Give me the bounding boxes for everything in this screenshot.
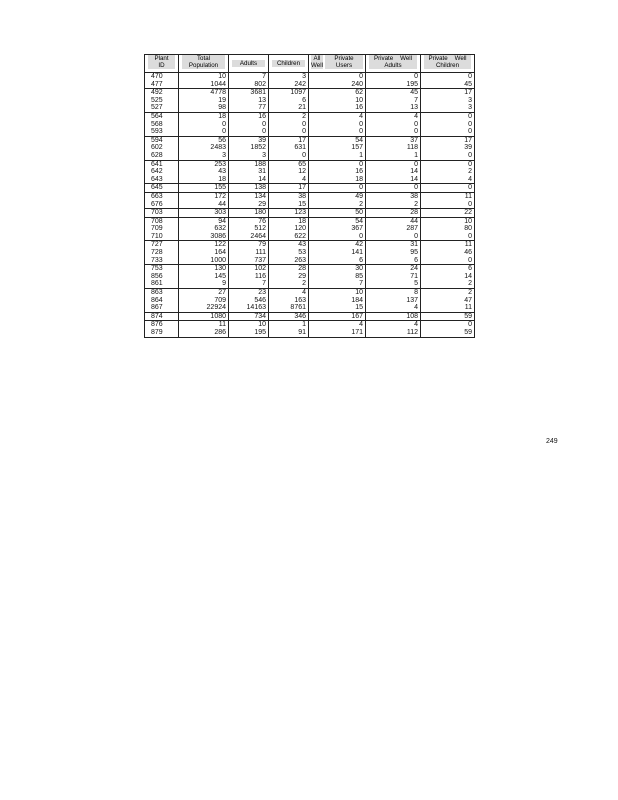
cell-private-well-adults: 0 bbox=[366, 121, 421, 129]
cell-children: 120 bbox=[269, 225, 309, 233]
table-row bbox=[145, 184, 475, 193]
table-body bbox=[145, 73, 475, 338]
cell-plant-id: 642 bbox=[145, 168, 179, 176]
cell-children: 1097 bbox=[269, 89, 309, 97]
cell-private-well-children: 0 bbox=[421, 184, 475, 193]
plant-population-table bbox=[144, 54, 475, 338]
cell-private-well-adults: 4 bbox=[366, 321, 421, 329]
cell-private-users: 7 bbox=[309, 280, 366, 288]
cell-private-users: 85 bbox=[309, 273, 366, 281]
table-row bbox=[145, 209, 475, 218]
cell-plant-id: 710 bbox=[145, 233, 179, 241]
cell-total-population: 130 bbox=[179, 265, 229, 273]
cell-private-users: 10 bbox=[309, 289, 366, 297]
cell-private-well-adults: 45 bbox=[366, 89, 421, 97]
header-private-well-children bbox=[421, 55, 475, 73]
cell-private-users: 54 bbox=[309, 136, 366, 144]
cell-private-users: 0 bbox=[309, 184, 366, 193]
cell-children: 21 bbox=[269, 104, 309, 112]
cell-children: 1 bbox=[269, 321, 309, 329]
table-row bbox=[145, 192, 475, 200]
cell-private-users: 50 bbox=[309, 209, 366, 218]
cell-children: 0 bbox=[269, 152, 309, 160]
cell-children: 18 bbox=[269, 217, 309, 225]
cell-adults: 180 bbox=[229, 209, 269, 218]
cell-private-well-children: 46 bbox=[421, 249, 475, 257]
cell-private-users: 0 bbox=[309, 160, 366, 168]
header-adults-label: Adults bbox=[239, 60, 258, 67]
cell-children: 0 bbox=[269, 121, 309, 129]
table-row bbox=[145, 304, 475, 312]
cell-private-users: 30 bbox=[309, 265, 366, 273]
cell-plant-id: 856 bbox=[145, 273, 179, 281]
cell-adults: 195 bbox=[229, 329, 269, 337]
cell-private-well-adults: 95 bbox=[366, 249, 421, 257]
cell-adults: 3 bbox=[229, 152, 269, 160]
cell-private-well-children: 80 bbox=[421, 225, 475, 233]
table-row bbox=[145, 329, 475, 337]
cell-adults: 734 bbox=[229, 312, 269, 321]
cell-total-population: 164 bbox=[179, 249, 229, 257]
table-row bbox=[145, 136, 475, 144]
cell-adults: 14 bbox=[229, 176, 269, 184]
cell-plant-id: 676 bbox=[145, 201, 179, 209]
cell-adults: 0 bbox=[229, 121, 269, 129]
cell-private-users: 18 bbox=[309, 176, 366, 184]
cell-private-users: 10 bbox=[309, 97, 366, 105]
data-table-container bbox=[144, 54, 474, 338]
cell-private-well-adults: 14 bbox=[366, 168, 421, 176]
cell-private-well-adults: 195 bbox=[366, 81, 421, 89]
cell-private-well-adults: 287 bbox=[366, 225, 421, 233]
table-row bbox=[145, 97, 475, 105]
table-row bbox=[145, 217, 475, 225]
table-row bbox=[145, 81, 475, 89]
cell-private-well-adults: 137 bbox=[366, 297, 421, 305]
table-row bbox=[145, 225, 475, 233]
cell-private-well-adults: 7 bbox=[366, 97, 421, 105]
cell-private-well-children: 14 bbox=[421, 273, 475, 281]
cell-total-population: 155 bbox=[179, 184, 229, 193]
cell-private-well-adults: 0 bbox=[366, 184, 421, 193]
cell-private-users: 141 bbox=[309, 249, 366, 257]
cell-total-population: 0 bbox=[179, 121, 229, 129]
header-total-population-line2: Population bbox=[188, 62, 219, 69]
cell-total-population: 145 bbox=[179, 273, 229, 281]
cell-children: 346 bbox=[269, 312, 309, 321]
cell-plant-id: 525 bbox=[145, 97, 179, 105]
cell-plant-id: 867 bbox=[145, 304, 179, 312]
cell-children: 15 bbox=[269, 201, 309, 209]
cell-private-users: 240 bbox=[309, 81, 366, 89]
cell-plant-id: 641 bbox=[145, 160, 179, 168]
cell-children: 4 bbox=[269, 289, 309, 297]
header-all-well-line2: Well bbox=[311, 62, 323, 69]
cell-adults: 0 bbox=[229, 128, 269, 136]
table-row bbox=[145, 104, 475, 112]
cell-total-population: 44 bbox=[179, 201, 229, 209]
cell-total-population: 43 bbox=[179, 168, 229, 176]
table-row bbox=[145, 241, 475, 249]
cell-total-population: 122 bbox=[179, 241, 229, 249]
cell-adults: 134 bbox=[229, 192, 269, 200]
table-row bbox=[145, 121, 475, 129]
table-row bbox=[145, 233, 475, 241]
cell-total-population: 11 bbox=[179, 321, 229, 329]
cell-plant-id: 728 bbox=[145, 249, 179, 257]
cell-total-population: 3086 bbox=[179, 233, 229, 241]
cell-private-well-children: 0 bbox=[421, 233, 475, 241]
cell-total-population: 303 bbox=[179, 209, 229, 218]
table-row bbox=[145, 273, 475, 281]
cell-private-well-adults: 4 bbox=[366, 304, 421, 312]
cell-children: 631 bbox=[269, 144, 309, 152]
table-row bbox=[145, 321, 475, 329]
cell-private-well-children: 6 bbox=[421, 265, 475, 273]
cell-private-users: 15 bbox=[309, 304, 366, 312]
table-row bbox=[145, 176, 475, 184]
cell-adults: 2464 bbox=[229, 233, 269, 241]
cell-private-well-children: 39 bbox=[421, 144, 475, 152]
cell-adults: 138 bbox=[229, 184, 269, 193]
cell-adults: 546 bbox=[229, 297, 269, 305]
cell-private-well-adults: 71 bbox=[366, 273, 421, 281]
cell-private-well-adults: 0 bbox=[366, 128, 421, 136]
table-row bbox=[145, 289, 475, 297]
cell-plant-id: 628 bbox=[145, 152, 179, 160]
cell-children: 28 bbox=[269, 265, 309, 273]
cell-children: 43 bbox=[269, 241, 309, 249]
cell-private-well-adults: 14 bbox=[366, 176, 421, 184]
header-row bbox=[145, 55, 475, 73]
table-row bbox=[145, 297, 475, 305]
header-plant-id-line2: ID bbox=[158, 62, 165, 69]
cell-private-users: 2 bbox=[309, 201, 366, 209]
header-children bbox=[269, 55, 309, 73]
cell-adults: 512 bbox=[229, 225, 269, 233]
cell-private-users: 16 bbox=[309, 168, 366, 176]
cell-private-well-children: 0 bbox=[421, 257, 475, 265]
cell-private-well-adults: 44 bbox=[366, 217, 421, 225]
cell-adults: 76 bbox=[229, 217, 269, 225]
header-plant-id-line1: Plant bbox=[154, 55, 169, 62]
cell-private-users: 4 bbox=[309, 112, 366, 120]
header-private-well-children-word3: Children bbox=[435, 62, 460, 69]
cell-children: 8761 bbox=[269, 304, 309, 312]
cell-adults: 111 bbox=[229, 249, 269, 257]
cell-children: 3 bbox=[269, 73, 309, 81]
cell-adults: 79 bbox=[229, 241, 269, 249]
cell-adults: 1852 bbox=[229, 144, 269, 152]
cell-private-well-adults: 2 bbox=[366, 201, 421, 209]
cell-private-well-adults: 28 bbox=[366, 209, 421, 218]
cell-plant-id: 874 bbox=[145, 312, 179, 321]
cell-plant-id: 663 bbox=[145, 192, 179, 200]
cell-total-population: 0 bbox=[179, 128, 229, 136]
cell-adults: 39 bbox=[229, 136, 269, 144]
cell-plant-id: 593 bbox=[145, 128, 179, 136]
cell-plant-id: 594 bbox=[145, 136, 179, 144]
header-private-well-adults bbox=[366, 55, 421, 73]
cell-children: 53 bbox=[269, 249, 309, 257]
cell-plant-id: 709 bbox=[145, 225, 179, 233]
cell-private-well-adults: 6 bbox=[366, 257, 421, 265]
table-row bbox=[145, 128, 475, 136]
header-private-well-adults-word2: Well bbox=[400, 55, 413, 62]
cell-total-population: 9 bbox=[179, 280, 229, 288]
cell-private-users: 54 bbox=[309, 217, 366, 225]
cell-private-well-children: 0 bbox=[421, 160, 475, 168]
cell-adults: 802 bbox=[229, 81, 269, 89]
cell-private-users: 42 bbox=[309, 241, 366, 249]
cell-plant-id: 470 bbox=[145, 73, 179, 81]
cell-total-population: 19 bbox=[179, 97, 229, 105]
cell-children: 0 bbox=[269, 128, 309, 136]
cell-plant-id: 477 bbox=[145, 81, 179, 89]
cell-plant-id: 861 bbox=[145, 280, 179, 288]
cell-children: 17 bbox=[269, 184, 309, 193]
cell-total-population: 253 bbox=[179, 160, 229, 168]
table-row bbox=[145, 249, 475, 257]
cell-private-users: 49 bbox=[309, 192, 366, 200]
cell-private-well-children: 11 bbox=[421, 241, 475, 249]
cell-plant-id: 492 bbox=[145, 89, 179, 97]
cell-private-well-children: 2 bbox=[421, 280, 475, 288]
cell-private-well-adults: 38 bbox=[366, 192, 421, 200]
cell-children: 91 bbox=[269, 329, 309, 337]
table-row bbox=[145, 152, 475, 160]
cell-adults: 16 bbox=[229, 112, 269, 120]
cell-private-well-adults: 0 bbox=[366, 73, 421, 81]
cell-plant-id: 753 bbox=[145, 265, 179, 273]
cell-total-population: 18 bbox=[179, 176, 229, 184]
cell-children: 6 bbox=[269, 97, 309, 105]
cell-private-well-adults: 24 bbox=[366, 265, 421, 273]
cell-plant-id: 645 bbox=[145, 184, 179, 193]
cell-private-well-adults: 4 bbox=[366, 112, 421, 120]
cell-private-well-adults: 1 bbox=[366, 152, 421, 160]
header-private-well-children-word2: Well bbox=[454, 55, 467, 62]
cell-children: 622 bbox=[269, 233, 309, 241]
header-adults bbox=[229, 55, 269, 73]
header-total-population-line1: Total bbox=[196, 55, 211, 62]
cell-adults: 77 bbox=[229, 104, 269, 112]
cell-private-well-children: 10 bbox=[421, 217, 475, 225]
cell-plant-id: 727 bbox=[145, 241, 179, 249]
cell-plant-id: 879 bbox=[145, 329, 179, 337]
cell-private-well-adults: 118 bbox=[366, 144, 421, 152]
cell-adults: 10 bbox=[229, 321, 269, 329]
cell-children: 29 bbox=[269, 273, 309, 281]
cell-private-well-children: 11 bbox=[421, 304, 475, 312]
header-private-users-line2: Users bbox=[335, 62, 353, 69]
cell-private-well-children: 3 bbox=[421, 97, 475, 105]
cell-total-population: 10 bbox=[179, 73, 229, 81]
cell-children: 263 bbox=[269, 257, 309, 265]
cell-children: 38 bbox=[269, 192, 309, 200]
cell-private-well-children: 11 bbox=[421, 192, 475, 200]
cell-plant-id: 876 bbox=[145, 321, 179, 329]
table-row bbox=[145, 312, 475, 321]
cell-private-well-children: 2 bbox=[421, 289, 475, 297]
cell-private-well-children: 59 bbox=[421, 312, 475, 321]
header-all-well-line1: All bbox=[313, 55, 321, 62]
cell-adults: 31 bbox=[229, 168, 269, 176]
cell-total-population: 1044 bbox=[179, 81, 229, 89]
cell-adults: 7 bbox=[229, 73, 269, 81]
cell-children: 12 bbox=[269, 168, 309, 176]
cell-children: 65 bbox=[269, 160, 309, 168]
cell-total-population: 18 bbox=[179, 112, 229, 120]
cell-private-well-children: 17 bbox=[421, 89, 475, 97]
cell-adults: 116 bbox=[229, 273, 269, 281]
cell-plant-id: 527 bbox=[145, 104, 179, 112]
cell-adults: 3681 bbox=[229, 89, 269, 97]
cell-private-well-adults: 108 bbox=[366, 312, 421, 321]
cell-plant-id: 568 bbox=[145, 121, 179, 129]
cell-private-well-children: 17 bbox=[421, 136, 475, 144]
cell-children: 17 bbox=[269, 136, 309, 144]
cell-children: 163 bbox=[269, 297, 309, 305]
cell-adults: 13 bbox=[229, 97, 269, 105]
cell-private-users: 157 bbox=[309, 144, 366, 152]
table-row bbox=[145, 201, 475, 209]
cell-total-population: 1000 bbox=[179, 257, 229, 265]
header-private-users-line1: Private bbox=[334, 55, 354, 62]
cell-total-population: 172 bbox=[179, 192, 229, 200]
cell-private-well-children: 0 bbox=[421, 128, 475, 136]
table-row bbox=[145, 257, 475, 265]
cell-private-well-adults: 0 bbox=[366, 160, 421, 168]
cell-private-users: 16 bbox=[309, 104, 366, 112]
cell-adults: 29 bbox=[229, 201, 269, 209]
table-row bbox=[145, 265, 475, 273]
table-row bbox=[145, 280, 475, 288]
table-row bbox=[145, 89, 475, 97]
cell-private-well-children: 2 bbox=[421, 168, 475, 176]
cell-total-population: 4778 bbox=[179, 89, 229, 97]
cell-private-well-children: 0 bbox=[421, 121, 475, 129]
cell-plant-id: 643 bbox=[145, 176, 179, 184]
cell-private-users: 0 bbox=[309, 128, 366, 136]
cell-children: 2 bbox=[269, 280, 309, 288]
header-private-well-children-word1: Private bbox=[428, 55, 448, 62]
cell-total-population: 632 bbox=[179, 225, 229, 233]
cell-plant-id: 733 bbox=[145, 257, 179, 265]
cell-total-population: 709 bbox=[179, 297, 229, 305]
table-row bbox=[145, 168, 475, 176]
cell-private-users: 0 bbox=[309, 233, 366, 241]
cell-adults: 7 bbox=[229, 280, 269, 288]
cell-plant-id: 864 bbox=[145, 297, 179, 305]
cell-plant-id: 703 bbox=[145, 209, 179, 218]
cell-private-users: 62 bbox=[309, 89, 366, 97]
header-private-well-adults-word3: Adults bbox=[384, 62, 402, 69]
cell-private-well-children: 0 bbox=[421, 321, 475, 329]
cell-private-well-children: 45 bbox=[421, 81, 475, 89]
cell-children: 4 bbox=[269, 176, 309, 184]
cell-private-well-adults: 5 bbox=[366, 280, 421, 288]
cell-private-users: 367 bbox=[309, 225, 366, 233]
cell-private-well-adults: 8 bbox=[366, 289, 421, 297]
cell-private-well-children: 59 bbox=[421, 329, 475, 337]
cell-adults: 14163 bbox=[229, 304, 269, 312]
cell-private-well-children: 22 bbox=[421, 209, 475, 218]
cell-children: 123 bbox=[269, 209, 309, 218]
cell-total-population: 286 bbox=[179, 329, 229, 337]
table-row bbox=[145, 144, 475, 152]
cell-total-population: 98 bbox=[179, 104, 229, 112]
cell-children: 2 bbox=[269, 112, 309, 120]
cell-total-population: 27 bbox=[179, 289, 229, 297]
header-children-label: Children bbox=[276, 60, 301, 67]
cell-private-well-children: 0 bbox=[421, 152, 475, 160]
cell-private-users: 171 bbox=[309, 329, 366, 337]
cell-private-well-children: 0 bbox=[421, 201, 475, 209]
cell-private-well-children: 47 bbox=[421, 297, 475, 305]
cell-private-well-children: 0 bbox=[421, 112, 475, 120]
cell-adults: 102 bbox=[229, 265, 269, 273]
cell-private-well-adults: 31 bbox=[366, 241, 421, 249]
page-number: 249 bbox=[546, 438, 558, 445]
cell-adults: 737 bbox=[229, 257, 269, 265]
cell-plant-id: 708 bbox=[145, 217, 179, 225]
cell-total-population: 94 bbox=[179, 217, 229, 225]
cell-private-well-adults: 13 bbox=[366, 104, 421, 112]
cell-private-users: 0 bbox=[309, 121, 366, 129]
cell-plant-id: 602 bbox=[145, 144, 179, 152]
cell-plant-id: 564 bbox=[145, 112, 179, 120]
cell-private-users: 6 bbox=[309, 257, 366, 265]
cell-private-well-adults: 37 bbox=[366, 136, 421, 144]
header-all-well-private-users bbox=[309, 55, 366, 73]
cell-total-population: 22924 bbox=[179, 304, 229, 312]
table-row bbox=[145, 112, 475, 120]
cell-children: 242 bbox=[269, 81, 309, 89]
header-private-well-adults-word1: Private bbox=[373, 55, 394, 62]
cell-adults: 188 bbox=[229, 160, 269, 168]
cell-private-users: 0 bbox=[309, 73, 366, 81]
cell-total-population: 3 bbox=[179, 152, 229, 160]
header-total-population bbox=[179, 55, 229, 73]
cell-private-users: 167 bbox=[309, 312, 366, 321]
cell-plant-id: 863 bbox=[145, 289, 179, 297]
cell-total-population: 2483 bbox=[179, 144, 229, 152]
cell-private-users: 1 bbox=[309, 152, 366, 160]
cell-private-well-children: 4 bbox=[421, 176, 475, 184]
cell-private-well-adults: 0 bbox=[366, 233, 421, 241]
cell-private-well-children: 3 bbox=[421, 104, 475, 112]
table-row bbox=[145, 73, 475, 81]
cell-total-population: 1080 bbox=[179, 312, 229, 321]
table-row bbox=[145, 160, 475, 168]
cell-private-well-children: 0 bbox=[421, 73, 475, 81]
cell-private-users: 4 bbox=[309, 321, 366, 329]
cell-total-population: 56 bbox=[179, 136, 229, 144]
cell-adults: 23 bbox=[229, 289, 269, 297]
header-plant-id bbox=[145, 55, 179, 73]
cell-private-well-adults: 112 bbox=[366, 329, 421, 337]
cell-private-users: 184 bbox=[309, 297, 366, 305]
